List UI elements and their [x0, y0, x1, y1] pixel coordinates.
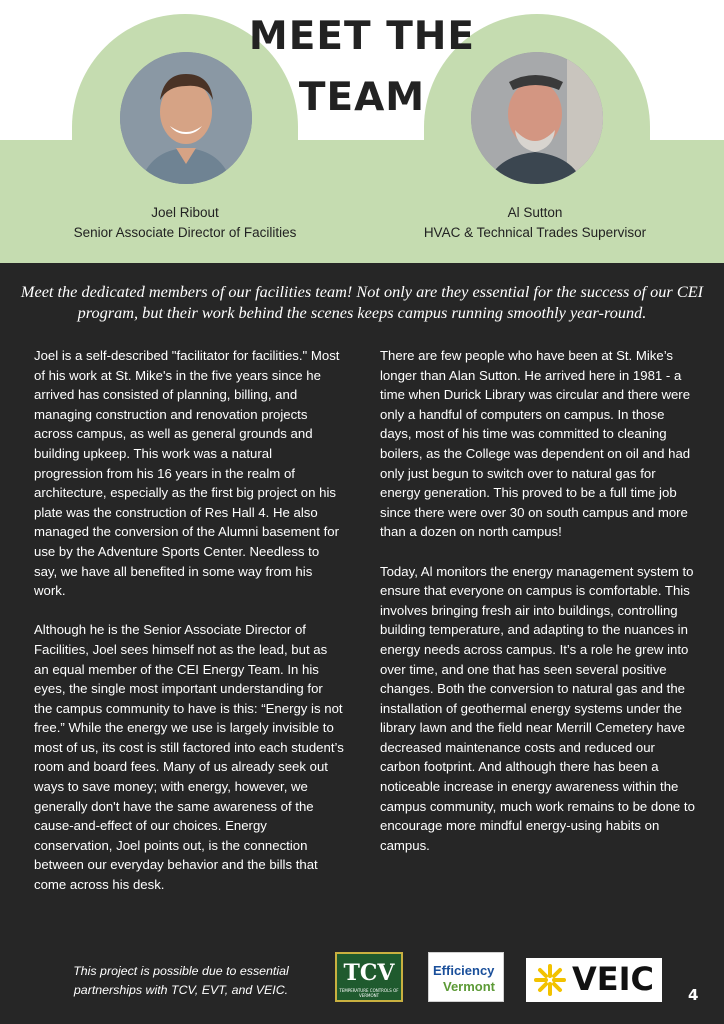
joel-paragraph-1: Joel is a self-described "facilitator for facilities." Most of his work at St. Mike's in the five years since he arrived has consisted of planning, billing, and managing construction and renovation projects across campus, as well as general grounds and building upkeep. This work was a natural progression from his 16 years in the realm of architecture, especially as the first big project on his plate was the construction of Res Hall 4. He also managed the conversion of the Alumni basement for use by the Adventure Sports Center. Needless to say, we have all benefited in some way from his work.: [34, 348, 340, 599]
veic-logo-text: VEIC: [572, 960, 655, 998]
joel-name: Joel Ribout: [151, 205, 219, 220]
header-band: [0, 0, 724, 263]
al-name: Al Sutton: [507, 205, 563, 220]
veic-logo: [526, 958, 662, 1002]
al-article-column: [380, 346, 698, 875]
al-sutton-portrait: [471, 52, 603, 184]
joel-ribout-portrait: [120, 52, 252, 184]
joel-portrait-illustration: [120, 52, 252, 184]
tcv-logo: [335, 952, 403, 1002]
intro-text: Meet the dedicated members of our facilities team! Not only are they essential for the success of our CEI program, but their work behind the scenes keeps campus running smoothly year-round.: [20, 282, 704, 322]
tcv-logo-subtitle: TEMPERATURE CONTROLS OF VERMONT: [339, 988, 399, 998]
efficiency-vermont-logo: [428, 952, 504, 1002]
page-number: 4: [688, 986, 699, 1004]
al-paragraph-1: There are few people who have been at St. Mike’s longer than Alan Sutton. He arrived here in 1981 - a time when Durick Library was circular and there were only a handful of computers on campus. In those days, most of his time was committed to cleaning boilers, as the College was dependent on oil and had only just begun to switch over to natural gas for energy generation. This proved to be a full time job since there were over 30 on south campus and more than a dozen on north campus!: [380, 348, 691, 540]
joel-paragraph-2: Although he is the Senior Associate Director of Facilities, Joel sees himself not as the lead, but as an equal member of the CEI Energy Team. In his eyes, the single most important understanding for the campus community to have is this: “Energy is not free.” While the energy we use is largely invisible to most of us, its cost is still factored into each student’s room and board fees. Many of us already seek out ways to save money; with energy, however, we generally don't have the same awareness of the cause-and-effect of our choices. Energy conservation, Joel points out, is the connection between our everyday behavior and the bills that come across his desk.: [34, 622, 344, 893]
al-paragraph-2: Today, Al monitors the energy management system to ensure that everyone on campus is comfortable. This involves bringing fresh air into buildings, controlling building temperature, and adapting to the nuances in energy needs across campus. It’s a role he grew into over time, and one that has seen several positive changes. Both the conversion to natural gas and the installation of geothermal energy systems under the library lawn and the field near Merrill Cemetery have decreased maintenance costs and reduced our carbon footprint. And although there has been a noticeable increase in energy awareness within the campus community, much work remains to be done to encourage more mindful energy-using habits on campus.: [380, 563, 695, 853]
partnership-note: This project is possible due to essential partnerships with TCV, EVT, and VEIC.: [73, 964, 289, 997]
page-title: MEET THE TEAM: [248, 14, 476, 120]
al-portrait-illustration: [471, 52, 603, 184]
joel-article-column: [34, 346, 344, 914]
evt-logo-line2: Vermont: [443, 979, 496, 994]
veic-star-icon: [532, 962, 568, 998]
evt-logo-line1: Efficiency: [433, 963, 495, 978]
tcv-logo-letters: TCV: [343, 960, 395, 986]
joel-job-title: Senior Associate Director of Facilities: [73, 225, 297, 240]
al-job-title: HVAC & Technical Trades Supervisor: [423, 225, 647, 240]
